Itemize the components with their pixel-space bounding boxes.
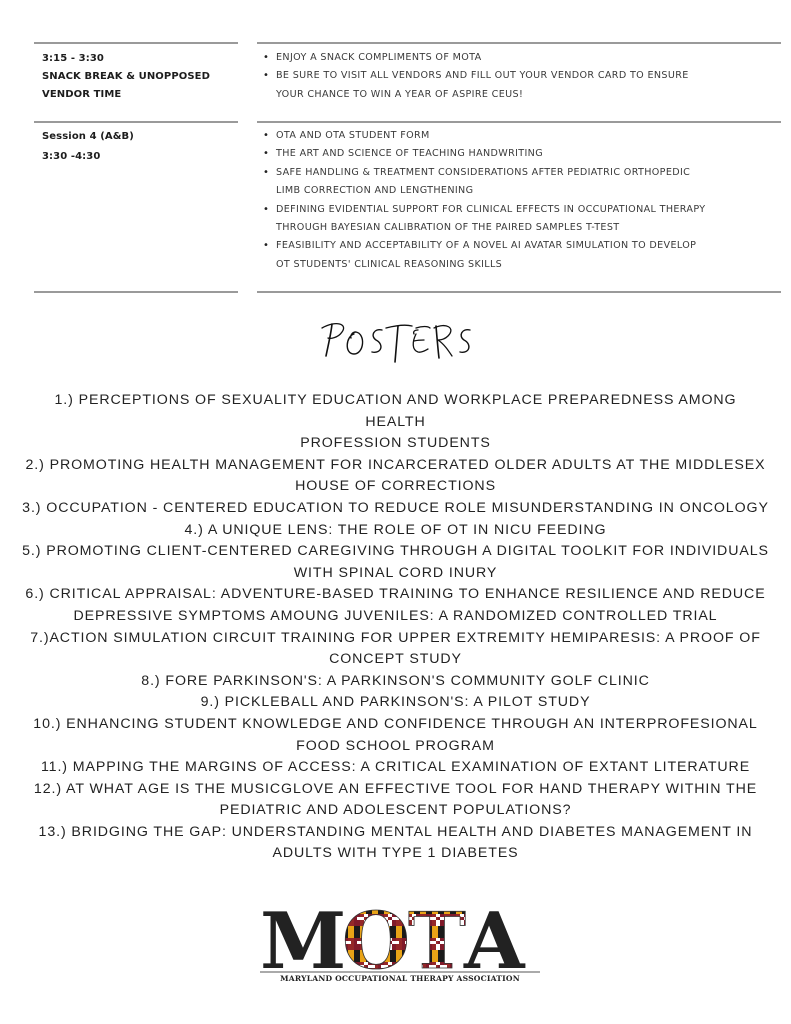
snack-break-title-line: VENDOR TIME [42, 89, 122, 100]
poster-line: 13.) BRIDGING THE GAP: UNDERSTANDING MENTAL HEALTH AND DIABETES MANAGEMENT IN [38, 823, 753, 840]
poster-line: 3.) OCCUPATION - CENTERED EDUCATION TO REDUCE ROLE MISUNDERSTANDING IN ONCOLOGY [22, 499, 769, 516]
list-item: • SAFE HANDLING & TREATMENT CONSIDERATIONS AFTER PEDIATRIC ORTHOPEDIC LIMB CORRECTION AND LENGTHENING [276, 164, 782, 201]
logo-letter-o: O [342, 902, 410, 974]
session-4-list [262, 127, 782, 274]
divider-right-top [257, 42, 781, 44]
poster-line: PROFESSION STUDENTS [300, 435, 491, 452]
poster-line: 7.)ACTION SIMULATION CIRCUIT TRAINING FOR UPPER EXTREMITY HEMIPARESIS: A PROOF OF [30, 629, 761, 646]
poster-line: 12.) AT WHAT AGE IS THE MUSICGLOVE AN EFFECTIVE TOOL FOR HAND THERAPY WITHIN THE [33, 780, 758, 797]
poster-line: 4.) A UNIQUE LENS: THE ROLE OF OT IN NICU FEEDING [184, 521, 607, 538]
mota-logo-mark [258, 902, 542, 974]
poster-line: 5.) PROMOTING CLIENT-CENTERED CAREGIVING THROUGH A DIGITAL TOOLKIT FOR INDIVIDUALS [22, 543, 769, 560]
session-label: Session 4 (A&B) [42, 131, 134, 142]
list-item: • DEFINING EVIDENTIAL SUPPORT FOR CLINICAL EFFECTS IN OCCUPATIONAL THERAPY THROUGH BAYESIAN CALIBRATION OF THE PAIRED SAMPLES T-TEST [276, 201, 782, 238]
posters-list [0, 390, 791, 865]
session-time: 3:30 -4:30 [42, 151, 101, 162]
poster-line: 11.) MAPPING THE MARGINS OF ACCESS: A CRITICAL EXAMINATION OF EXTANT LITERATURE [40, 759, 751, 776]
divider-right-middle [257, 121, 781, 123]
snack-break-header [42, 50, 238, 104]
snack-break-list [262, 49, 782, 104]
poster-line: CONCEPT STUDY [329, 651, 462, 668]
snack-break-details [262, 49, 782, 104]
divider-left-top [34, 42, 238, 44]
session-4-header [42, 127, 238, 167]
poster-line: DEPRESSIVE SYMPTOMS AMOUNG JUVENILES: A RANDOMIZED CONTROLLED TRIAL [73, 607, 718, 624]
poster-line: 1.) PERCEPTIONS OF SEXUALITY EDUCATION AND WORKPLACE PREPAREDNESS AMONG HEALTH [54, 392, 737, 430]
snack-break-title-line: SNACK BREAK & UNOPPOSED [42, 71, 210, 82]
poster-line: 8.) FORE PARKINSON'S: A PARKINSON'S COMMUNITY GOLF CLINIC [141, 672, 650, 689]
poster-line: 2.) PROMOTING HEALTH MANAGEMENT FOR INCARCERATED OLDER ADULTS AT THE MIDDLESEX [25, 456, 766, 473]
poster-line: WITH SPINAL CORD INURY [293, 564, 498, 581]
mota-logo [258, 902, 542, 990]
session-4-details [262, 127, 782, 274]
poster-line: 10.) ENHANCING STUDENT KNOWLEDGE AND CONFIDENCE THROUGH AN INTERPROFESIONAL [33, 715, 758, 732]
poster-line: PEDIATRIC AND ADOLESCENT POPULATIONS? [219, 802, 572, 819]
poster-line: 9.) PICKLEBALL AND PARKINSON'S: A PILOT STUDY [200, 694, 591, 711]
logo-letter-t: T [408, 902, 467, 974]
list-item: • OTA AND OTA STUDENT FORM [276, 127, 782, 145]
logo-subtitle: MARYLAND OCCUPATIONAL THERAPY ASSOCIATION [280, 974, 520, 983]
divider-right-bottom [257, 291, 781, 293]
poster-line: FOOD SCHOOL PROGRAM [296, 737, 495, 754]
snack-break-time: 3:15 - 3:30 [42, 53, 104, 64]
list-item: • FEASIBILITY AND ACCEPTABILITY OF A NOVEL AI AVATAR SIMULATION TO DEVELOP OT STUDENTS' CLINICAL REASONING SKILLS [276, 237, 782, 274]
poster-line: 6.) CRITICAL APPRAISAL: ADVENTURE-BASED TRAINING TO ENHANCE RESILIENCE AND REDUCE [25, 586, 766, 603]
posters-heading [318, 312, 478, 372]
logo-letter-a: A [464, 902, 525, 974]
poster-line: ADULTS WITH TYPE 1 DIABETES [272, 845, 519, 862]
list-item: • THE ART AND SCIENCE OF TEACHING HANDWRITING [276, 145, 782, 163]
list-item: • ENJOY A SNACK COMPLIMENTS OF MOTA [276, 49, 782, 67]
logo-letter-m: M [260, 902, 347, 974]
list-item: • BE SURE TO VISIT ALL VENDORS AND FILL OUT YOUR VENDOR CARD TO ENSURE YOUR CHANCE TO WIN A YEAR OF ASPIRE CEUS! [276, 67, 782, 104]
divider-left-middle [34, 121, 238, 123]
poster-line: HOUSE OF CORRECTIONS [295, 478, 496, 495]
divider-left-bottom [34, 291, 238, 293]
